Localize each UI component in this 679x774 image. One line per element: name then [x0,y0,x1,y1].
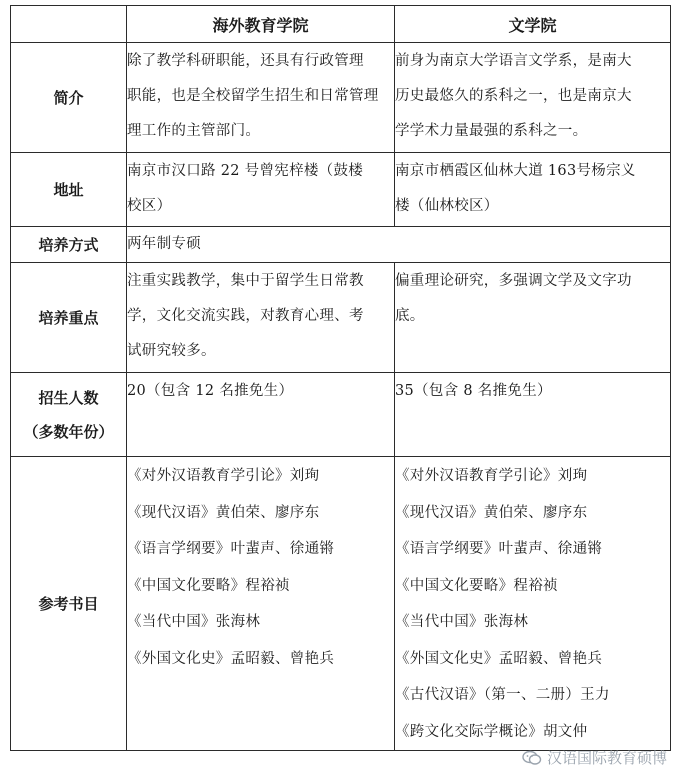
enrollment-literature: 35（包含 8 名推免生） [395,373,671,457]
book-item: 《语言学纲要》叶蜚声、徐通锵 [395,541,603,557]
watermark-text: 汉语国际教育硕博 [546,749,667,767]
header-row [11,6,671,43]
address-literature: 南京市栖霞区仙林大道 163号杨宗义 楼（仙林校区） [395,153,671,227]
watermark [522,747,667,768]
row-books [11,457,671,751]
row-enrollment [11,373,671,457]
comparison-table [10,5,671,751]
intro-overseas: 除了教学科研职能，还具有行政管理 职能，也是全校留学生招生和日常管理 理工作的主管部门。 [127,43,395,153]
enrollment-overseas: 20（包含 12 名推免生） [127,373,395,457]
row-label-mode: 培养方式 [11,227,127,263]
row-address [11,153,671,227]
row-label-address: 地址 [11,153,127,227]
book-item: 《中国文化要略》程裕祯 [395,577,558,594]
wechat-icon [522,750,542,766]
books-literature [395,457,671,751]
row-label-focus: 培养重点 [11,263,127,373]
book-item: 《对外汉语教育学引论》刘珣 [395,468,588,484]
book-item: 《现代汉语》黄伯荣、廖序东 [127,504,320,521]
book-item: 《对外汉语教育学引论》刘珣 [127,468,320,484]
header-empty [11,6,127,43]
book-item: 《当代中国》张海林 [395,614,529,630]
book-item: 《语言学纲要》叶蜚声、徐通锵 [127,541,335,557]
intro-literature: 前身为南京大学语言文学系，是南大 历史最悠久的系科之一，也是南京大 学学术力量最强的系科之一。 [395,43,671,153]
book-item: 《现代汉语》黄伯荣、廖序东 [395,504,588,521]
focus-literature: 偏重理论研究，多强调文学及文字功 底。 [395,263,671,373]
book-item: 《古代汉语》（第一、二册）王力 [395,687,610,703]
address-overseas: 南京市汉口路 22 号曾宪梓楼（鼓楼 校区） [127,153,395,227]
book-item: 《外国文化史》孟昭毅、曾艳兵 [395,650,603,667]
header-literature-college: 文学院 [395,6,671,43]
header-overseas-college: 海外教育学院 [127,6,395,43]
row-label-books: 参考书目 [11,457,127,751]
books-overseas [127,457,395,751]
book-item: 《中国文化要略》程裕祯 [127,577,290,594]
book-item: 《当代中国》张海林 [127,614,261,630]
book-item: 《外国文化史》孟昭毅、曾艳兵 [127,650,335,667]
mode-value: 两年制专硕 [127,227,671,263]
row-mode [11,227,671,263]
focus-overseas: 注重实践教学，集中于留学生日常教 学，文化交流实践，对教育心理、考 试研究较多。 [127,263,395,373]
row-intro [11,43,671,153]
row-label-enrollment: 招生人数 （多数年份） [11,373,127,457]
row-focus [11,263,671,373]
book-item: 《跨文化交际学概论》胡文仲 [395,723,588,740]
row-label-intro: 简介 [11,43,127,153]
